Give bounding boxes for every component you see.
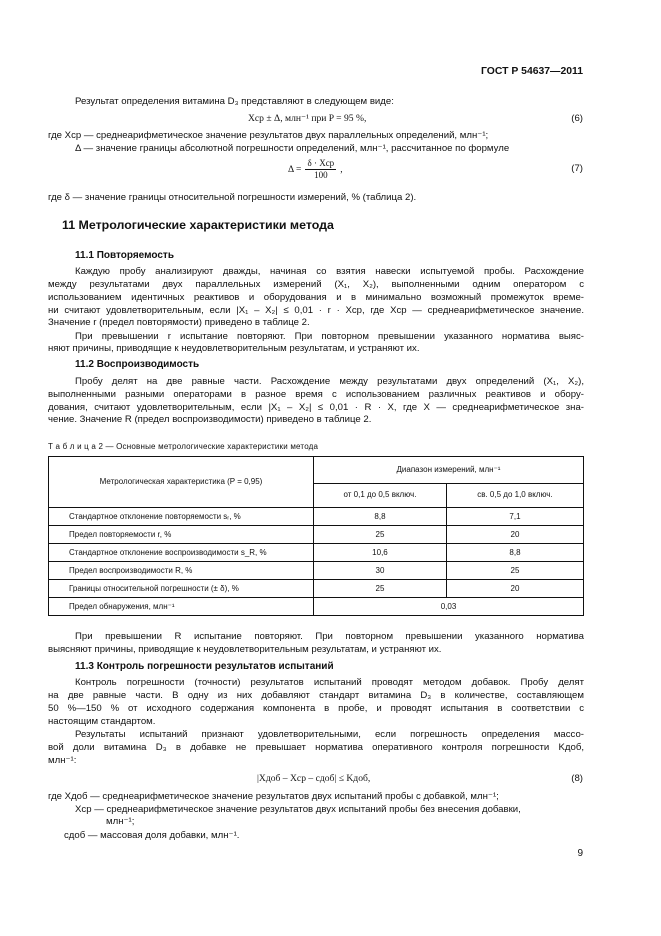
table-cell-label: Предел обнаружения, млн⁻¹	[49, 598, 314, 616]
where-line-b-cont: млн⁻¹;	[106, 816, 135, 827]
paragraph-line: Контроль погрешности (точности) результатов испытаний проводят методом добавок. Пробу делят	[75, 677, 584, 688]
equation-8: |Xдоб – Xср – cдоб| ≤ Kдоб,	[257, 773, 371, 784]
table-row	[49, 580, 584, 598]
paragraph-line: использованием идентичных реактивов и оборудования и в минимально возможный промежуток време-	[48, 292, 584, 303]
paragraph-line: Значение r (предел повторямости) приведено в таблице 2.	[48, 317, 310, 328]
table-cell-value: 8,8	[314, 508, 447, 526]
metrology-table	[48, 456, 584, 616]
table-cell-value: 25	[446, 562, 583, 580]
where-line-1: где Xср — среднеарифметическое значение результатов двух параллельных определений, млн⁻¹;	[48, 130, 489, 141]
table-row	[49, 598, 584, 616]
where-line-b: Xср — среднеарифметическое значение результатов двух испытаний пробы без внесения добавки,	[75, 804, 521, 815]
table-cell-label: Стандартное отклонение воспроизводимости s_R, %	[49, 544, 314, 562]
paragraph-line: выясняют причины, приводящие к неудовлетворительным результатам, и устраняют их.	[48, 644, 442, 655]
equation-7-lhs: Δ =	[288, 163, 302, 175]
table-cell-value: 10,6	[314, 544, 447, 562]
equation-7-number: (7)	[571, 163, 583, 174]
where-line-2: Δ — значение границы абсолютной погрешности определений, млн⁻¹, рассчитанное по формуле	[75, 143, 510, 154]
equation-7-denominator: 100	[314, 170, 328, 180]
table-cell-label: Предел воспроизводимости R, %	[49, 562, 314, 580]
where-line-c: cдоб — массовая доля добавки, млн⁻¹.	[64, 830, 240, 841]
where-line-a: где Xдоб — среднеарифметическое значение результатов двух испытаний пробы с добавкой, млн⁻¹;	[48, 791, 499, 802]
table-row	[49, 508, 584, 526]
table-cell-value: 30	[314, 562, 447, 580]
equation-6-number: (6)	[571, 113, 583, 124]
table-cell-value: 25	[314, 580, 447, 598]
table-header-range-2: св. 0,5 до 1,0 включ.	[446, 483, 583, 507]
paragraph-line: чение. Значение R (предел воспроизводимости) приведено в таблице 2.	[48, 414, 372, 425]
table-cell-value: 20	[446, 526, 583, 544]
paragraph-line: Результаты испытаний признают удовлетворительными, если погрешность определения массо-	[75, 729, 584, 740]
paragraph-line: Каждую пробу анализируют дважды, начиная со взятия навески испытуемой пробы. Расхождение	[75, 266, 584, 277]
table-header-range: Диапазон измерений, млн⁻¹	[314, 457, 584, 484]
table-row	[49, 526, 584, 544]
paragraph-line: между результатами двух параллельных измерений (X₁, X₂), выполненными одним оператором с	[48, 279, 584, 290]
page-number: 9	[577, 848, 583, 859]
table-cell-value: 7,1	[446, 508, 583, 526]
table-cell-value: 0,03	[314, 598, 584, 616]
paragraph-line: При превышении r испытание повторяют. При повторном превышении указанного норматива выяс-	[75, 331, 584, 342]
paragraph-line: выполненными разными операторами в разное время с использованием различных реактивов и обору-	[48, 389, 584, 400]
paragraph-line: 50 %—150 % от исходного содержания компонента в пробе, и проводят испытания в соответствии с	[48, 703, 584, 714]
section-title: 11 Метрологические характеристики метода	[62, 218, 334, 232]
paragraph-line: вой доли витамина D₃ в добавке не превышает норматива оперативного контроля погрешности Kдоб,	[48, 742, 584, 753]
paragraph-line: При превышении R испытание повторяют. При повторном превышении указанного норматива	[75, 631, 584, 642]
paragraph-line: Пробу делят на две равные части. Расхождение между результатами двух определений (X₁, X₂),	[75, 376, 584, 387]
equation-7-tail: ,	[340, 163, 343, 175]
paragraph-line: дования, считают удовлетворительным, если |X₁ – X₂| ≤ 0,01 · R · X, где X — среднеарифметическое зна-	[48, 402, 584, 413]
equation-7-numerator: δ · Xср	[307, 158, 335, 168]
subsection-title: 11.1 Повторяемость	[75, 250, 174, 261]
where-line-3: где δ — значение границы относительной погрешности измерений, % (таблица 2).	[48, 192, 417, 203]
table-caption: Т а б л и ц а 2 — Основные метрологические характеристики метода	[48, 442, 319, 451]
equation-8-number: (8)	[571, 773, 583, 784]
table-cell-label: Стандартное отклонение повторяемости sᵣ, %	[49, 508, 314, 526]
intro-line: Результат определения витамина D₃ представляют в следующем виде:	[75, 96, 394, 107]
table-cell-label: Границы относительной погрешности (± δ), %	[49, 580, 314, 598]
equation-7	[288, 158, 343, 181]
paragraph-line: на две равные части. В одну из них добавляют стандарт витамина D₃ в количестве, составляющем	[48, 690, 584, 701]
table-cell-label: Предел повторяемости r, %	[49, 526, 314, 544]
subsection-title: 11.2 Воспроизводимость	[75, 359, 200, 370]
paragraph-line: млн⁻¹:	[48, 755, 77, 766]
paragraph-line: ни считают удовлетворительным, если |X₁ – X₂| ≤ 0,01 · r · Xср, где Xср — среднеарифметическое значение.	[48, 305, 584, 316]
subsection-title: 11.3 Контроль погрешности результатов испытаний	[75, 661, 334, 672]
paragraph-line: настоящим стандартом.	[48, 716, 156, 727]
table-cell-value: 20	[446, 580, 583, 598]
equation-6: Xср ± Δ, млн⁻¹ при P = 95 %,	[248, 113, 367, 124]
equation-7-fraction	[305, 158, 336, 181]
table-header-range-1: от 0,1 до 0,5 включ.	[314, 483, 447, 507]
table-cell-value: 8,8	[446, 544, 583, 562]
table-header-characteristic: Метрологическая характеристика (P = 0,95)	[49, 457, 314, 508]
table-cell-value: 25	[314, 526, 447, 544]
table-row	[49, 562, 584, 580]
table-row	[49, 544, 584, 562]
document-id: ГОСТ Р 54637—2011	[481, 66, 583, 77]
paragraph-line: няют причины, приводящие к неудовлетворительным результатам, и устраняют их.	[48, 343, 420, 354]
